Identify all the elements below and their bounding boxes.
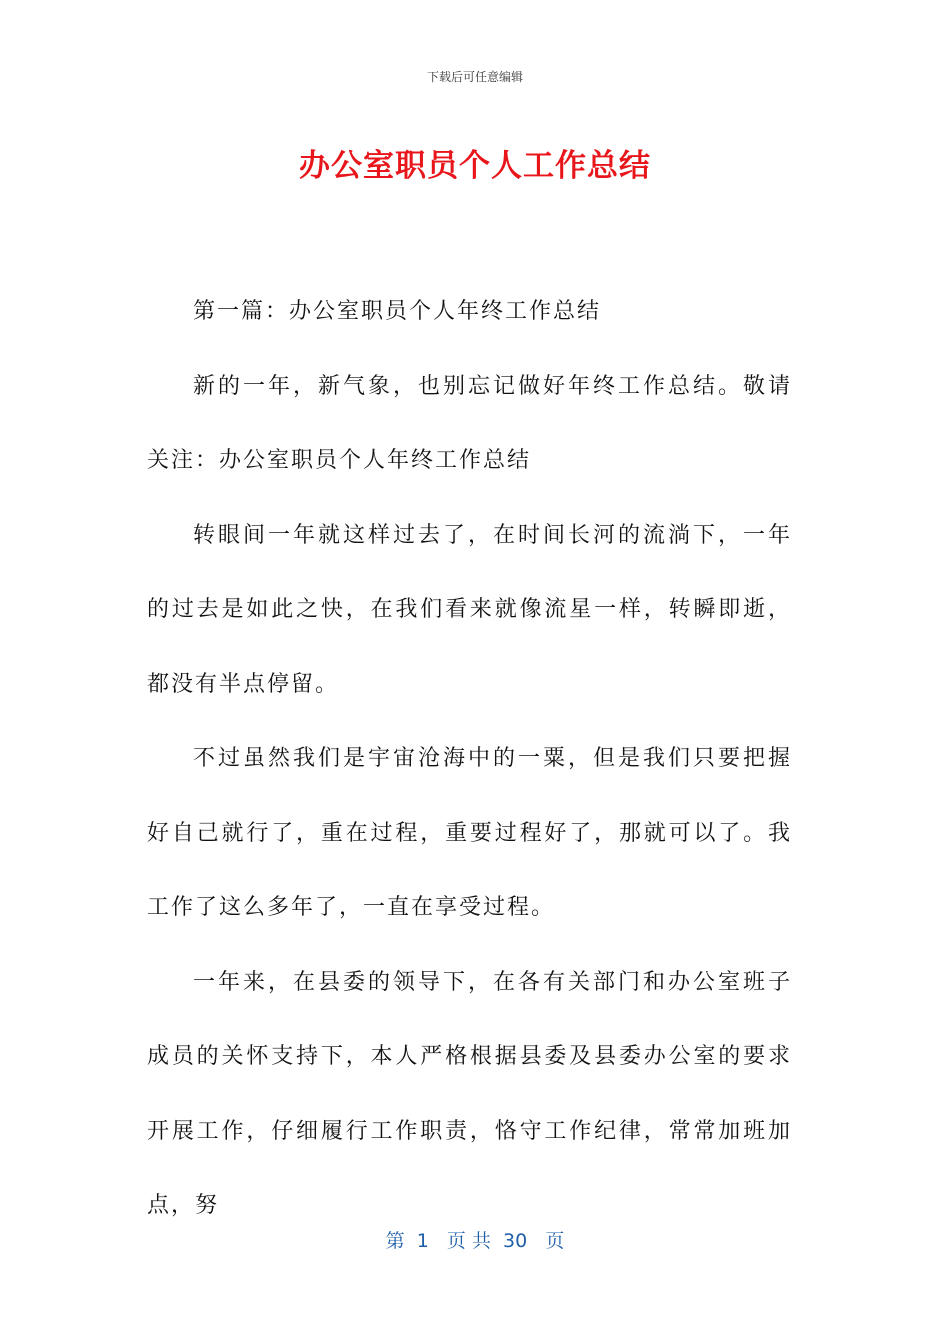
document-title: 办公室职员个人工作总结 [299,148,651,184]
document-body [147,275,792,1244]
paragraph-heading: 第一篇：办公室职员个人年终工作总结 [193,299,602,324]
paragraph: 新的一年，新气象，也别忘记做好年终工作总结。敬请关注：办公室职员个人年终工作总结 [147,373,792,473]
paragraph: 一年来，在县委的领导下，在各有关部门和办公室班子成员的关怀支持下，本人严格根据县委及县委办公室的要求开展工作，仔细履行工作职责，恪守工作纪律，常常加班加点，努 [147,969,792,1218]
paragraph: 转眼间一年就这样过去了，在时间长河的流淌下，一年的过去是如此之快，在我们看来就像流星一样，转瞬即逝，都没有半点停留。 [147,522,792,697]
page-number-footer: 第 1 页 共 30 页 [385,1230,565,1252]
paragraph: 不过虽然我们是宇宙沧海中的一粟，但是我们只要把握好自己就行了，重在过程，重要过程好了，那就可以了。我工作了这么多年了，一直在享受过程。 [147,746,792,920]
header-note: 下载后可任意编辑 [426,70,523,84]
